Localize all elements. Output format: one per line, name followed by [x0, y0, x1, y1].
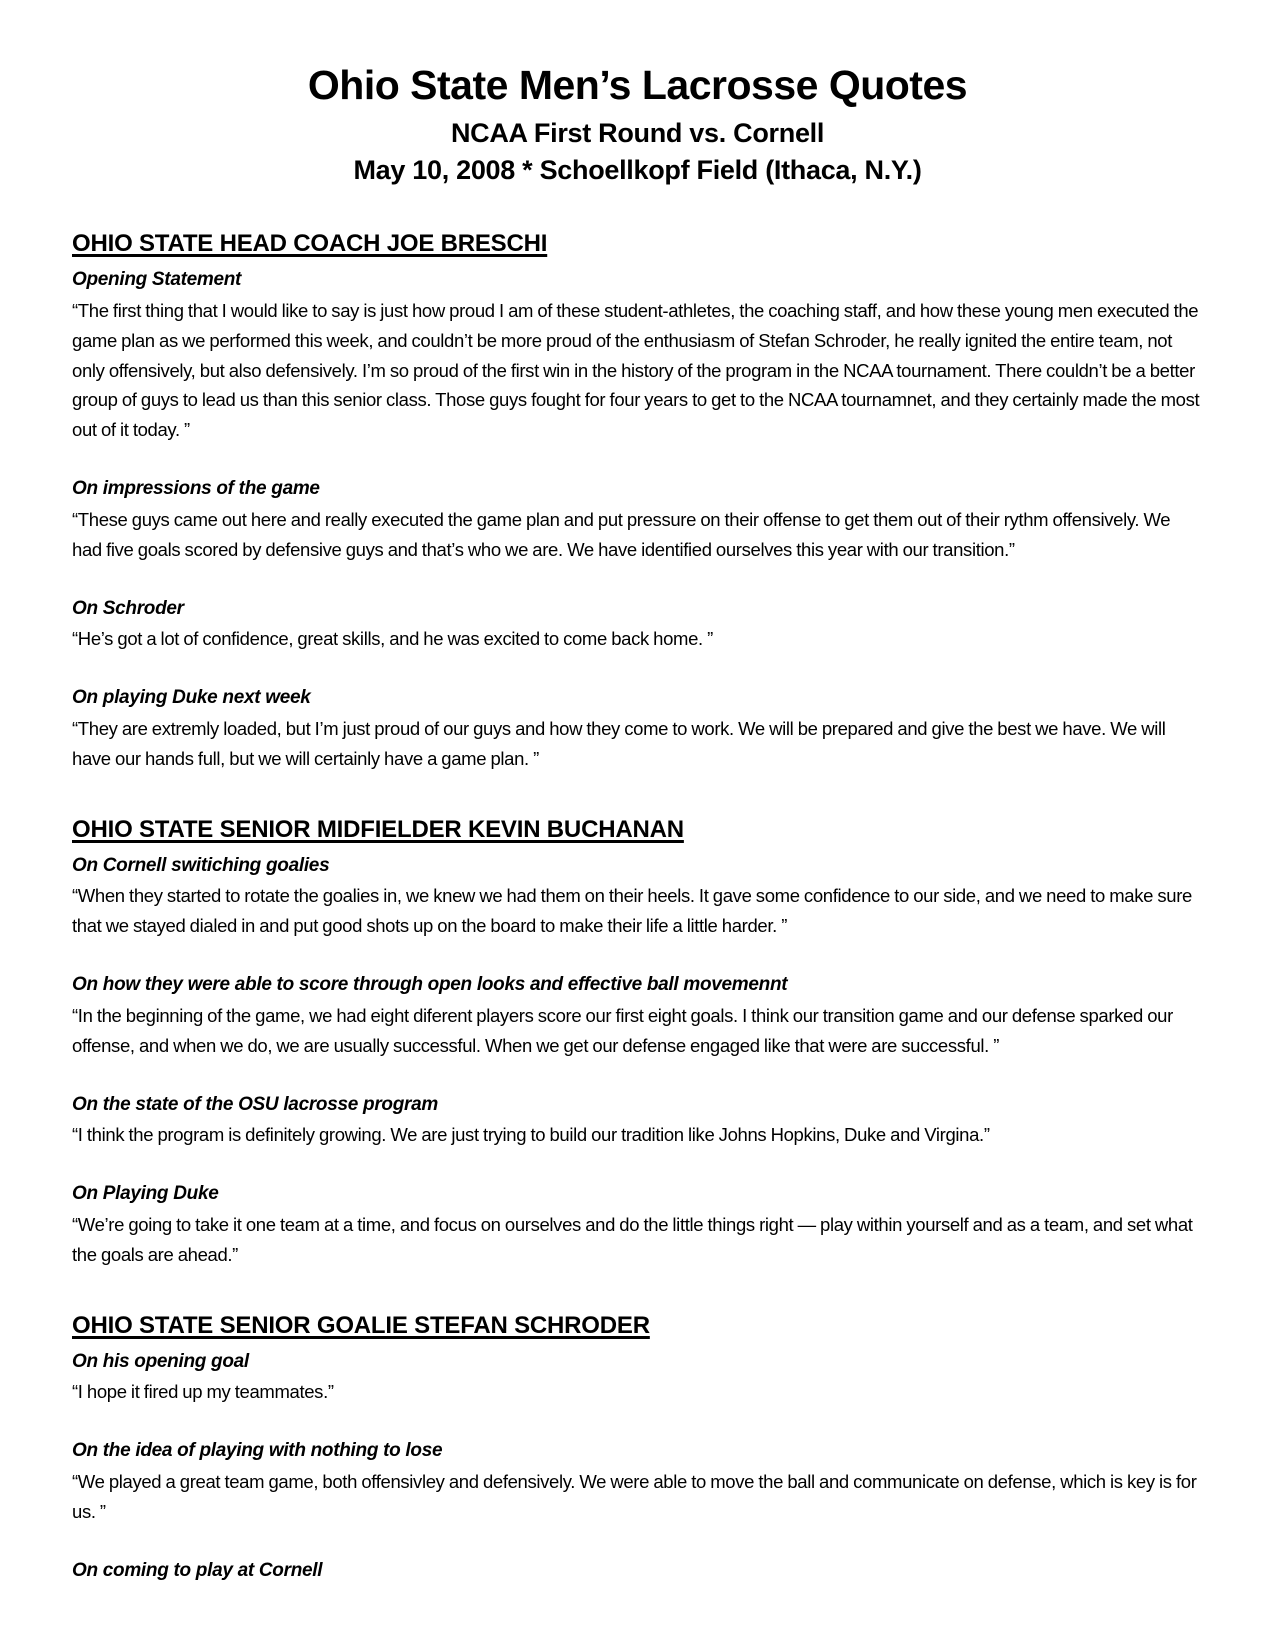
quote-item — [72, 971, 1203, 1060]
quote-text: “They are extremly loaded, but I’m just proud of our guys and how they come to work. We will be prepared and give the best we have. We will have our hands full, but we will certainly have a game plan. ” — [72, 717, 1166, 769]
quote-item — [72, 595, 1203, 655]
quote-label: On how they were able to score through open looks and effective ball movemennt — [72, 974, 788, 996]
quote-label: On his opening goal — [72, 1350, 249, 1372]
section-schroder — [72, 1312, 1203, 1585]
quote-item — [72, 1180, 1203, 1269]
quote-item — [72, 1091, 1203, 1151]
quote-text: “When they started to rotate the goalies in, we knew we had them on their heels. It gave some confidence to our side, and we need to make sure that we stayed dialed in and put good shots up on the board to make their life a little harder. ” — [72, 885, 1192, 937]
quote-text: “These guys came out here and really executed the game plan and put pressure on their offense to get them out of their rythm offensively. We had five goals scored by defensive guys and that’s who we are. We have identified ourselves this year with our transition.” — [72, 508, 1171, 560]
quote-item — [72, 684, 1203, 773]
section-buchanan — [72, 816, 1203, 1270]
quote-text: “He’s got a lot of confidence, great skills, and he was excited to come back home. ” — [72, 628, 713, 650]
page-title: Ohio State Men’s Lacrosse Quotes — [307, 62, 968, 108]
quote-text: “The first thing that I would like to say is just how proud I am of these student-athletes, the coaching staff, and how these young men executed the game plan as we performed this week, and couldn’t be more proud of the enthusiasm of Stefan Schroder, he really ignited the entire team, not only offensively, but also defensively. I’m so proud of the first win in the history of the program in the NCAA tournament. There couldn’t be a better group of guys to lead us than this senior class. Those guys fought for four years to get to the NCAA tournamnet, and they certainly made the most out of it today. ” — [72, 299, 1200, 441]
quote-item — [72, 475, 1203, 564]
quote-text: “I hope it fired up my teammates.” — [72, 1381, 334, 1403]
quote-label: On impressions of the game — [72, 478, 320, 500]
section-heading: OHIO STATE HEAD COACH JOE BRESCHI — [72, 230, 548, 258]
quote-label: Opening Statement — [72, 269, 242, 291]
document-header — [72, 62, 1203, 188]
quote-label: On the idea of playing with nothing to lose — [72, 1440, 443, 1462]
quote-item — [72, 852, 1203, 941]
quote-item — [72, 1437, 1203, 1526]
section-heading: OHIO STATE SENIOR GOALIE STEFAN SCHRODER — [72, 1311, 650, 1339]
section-heading: OHIO STATE SENIOR MIDFIELDER KEVIN BUCHANAN — [72, 815, 684, 843]
quote-text: “I think the program is definitely growing. We are just trying to build our tradition like Johns Hopkins, Duke and Virgina.” — [72, 1124, 990, 1146]
quote-label: On Cornell switiching goalies — [72, 854, 330, 876]
quote-text: “We played a great team game, both offensivley and defensively. We were able to move the ball and communicate on defense, which is key is for us. ” — [72, 1470, 1197, 1522]
quote-label: On coming to play at Cornell — [72, 1559, 323, 1581]
quote-label: On the state of the OSU lacrosse program — [72, 1093, 438, 1115]
quote-label: On playing Duke next week — [72, 687, 311, 709]
quote-label: On Playing Duke — [72, 1183, 219, 1205]
quote-text: “In the beginning of the game, we had eight diferent players score our first eight goals. I think our transition game and our defense sparked our offense, and when we do, we are usually successful. When we get our defense engaged like that were are successful. ” — [72, 1004, 1173, 1056]
quote-label: On Schroder — [72, 597, 184, 619]
page-subtitle-event: NCAA First Round vs. Cornell — [450, 118, 825, 149]
section-coach-breschi — [72, 230, 1203, 774]
page-subtitle-date-location: May 10, 2008 * Schoellkopf Field (Ithaca, N.Y.) — [353, 154, 922, 185]
quote-item — [72, 1348, 1203, 1408]
quote-item — [72, 266, 1203, 445]
quote-item — [72, 1557, 1203, 1585]
quote-text: “We’re going to take it one team at a time, and focus on ourselves and do the little things right — play within yourself and as a team, and set what the goals are ahead.” — [72, 1213, 1193, 1265]
